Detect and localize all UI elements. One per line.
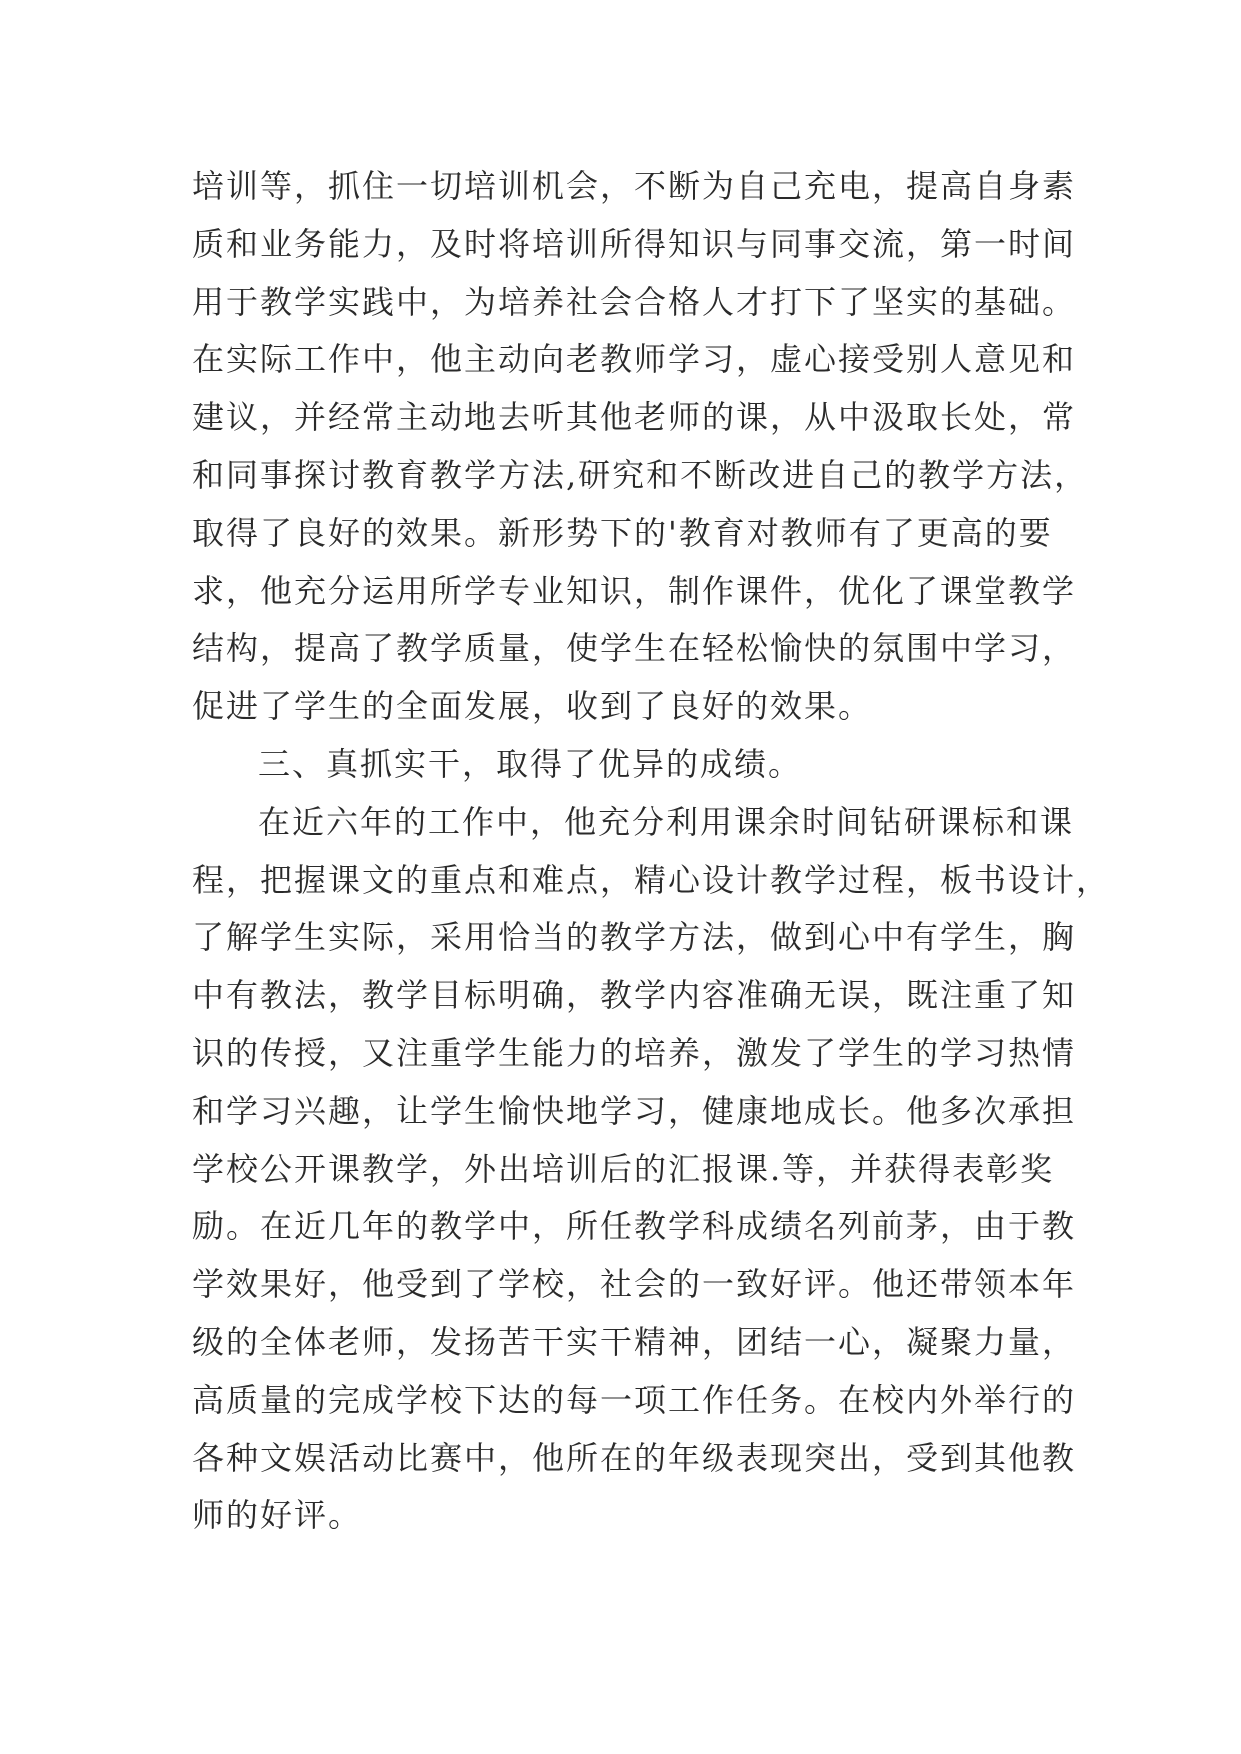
- text-line: 促进了学生的全面发展，收到了良好的效果。: [192, 687, 873, 726]
- text-line: 中有教法，教学目标明确，教学内容准确无误，既注重了知: [192, 976, 1077, 1015]
- text-line: 求，他充分运用所学专业知识，制作课件，优化了课堂教学: [192, 571, 1077, 610]
- text-line: 学效果好，他受到了学校，社会的一致好评。他还带领本年: [192, 1265, 1077, 1304]
- text-line: 用于教学实践中，为培养社会合格人才打下了坚实的基础。: [192, 282, 1077, 321]
- text-line: 程，把握课文的重点和难点，精心设计教学过程，板书设计，: [192, 860, 1111, 899]
- text-line: 师的好评。: [192, 1496, 363, 1535]
- text-line: 了解学生实际，采用恰当的教学方法，做到心中有学生，胸: [192, 918, 1077, 957]
- text-line: 高质量的完成学校下达的每一项工作任务。在校内外举行的: [192, 1380, 1077, 1419]
- text-line: 和学习兴趣，让学生愉快地学习，健康地成长。他多次承担: [192, 1091, 1077, 1130]
- text-line: 质和业务能力，及时将培训所得知识与同事交流，第一时间: [192, 224, 1077, 263]
- text-line: 各种文娱活动比赛中，他所在的年级表现突出，受到其他教: [192, 1438, 1077, 1477]
- text-line: 结构，提高了教学质量，使学生在轻松愉快的氛围中学习，: [192, 629, 1077, 668]
- text-line: 和同事探讨教育教学方法,研究和不断改进自己的教学方法，: [192, 455, 1089, 494]
- text-line: 建议，并经常主动地去听其他老师的课，从中汲取长处，常: [192, 398, 1077, 437]
- text-line: 取得了良好的效果。新形势下的'教育对教师有了更高的要: [192, 513, 1053, 552]
- text-line: 励。在近几年的教学中，所任教学科成绩名列前茅，由于教: [192, 1207, 1077, 1246]
- text-line: 在实际工作中，他主动向老教师学习，虚心接受别人意见和: [192, 340, 1077, 379]
- document-body: [192, 158, 1111, 1545]
- text-line: 学校公开课教学，外出培训后的汇报课.等，并获得表彰奖: [192, 1149, 1055, 1188]
- section-heading: 三、真抓实干，取得了优异的成绩。: [258, 744, 803, 783]
- text-line: 级的全体老师，发扬苦干实干精神，团结一心，凝聚力量，: [192, 1322, 1077, 1361]
- text-line: 识的传授，又注重学生能力的培养，激发了学生的学习热情: [192, 1033, 1077, 1072]
- text-line: 在近六年的工作中，他充分利用课余时间钻研课标和课: [258, 802, 1075, 841]
- text-line: 培训等，抓住一切培训机会，不断为自己充电，提高自身素: [192, 167, 1077, 205]
